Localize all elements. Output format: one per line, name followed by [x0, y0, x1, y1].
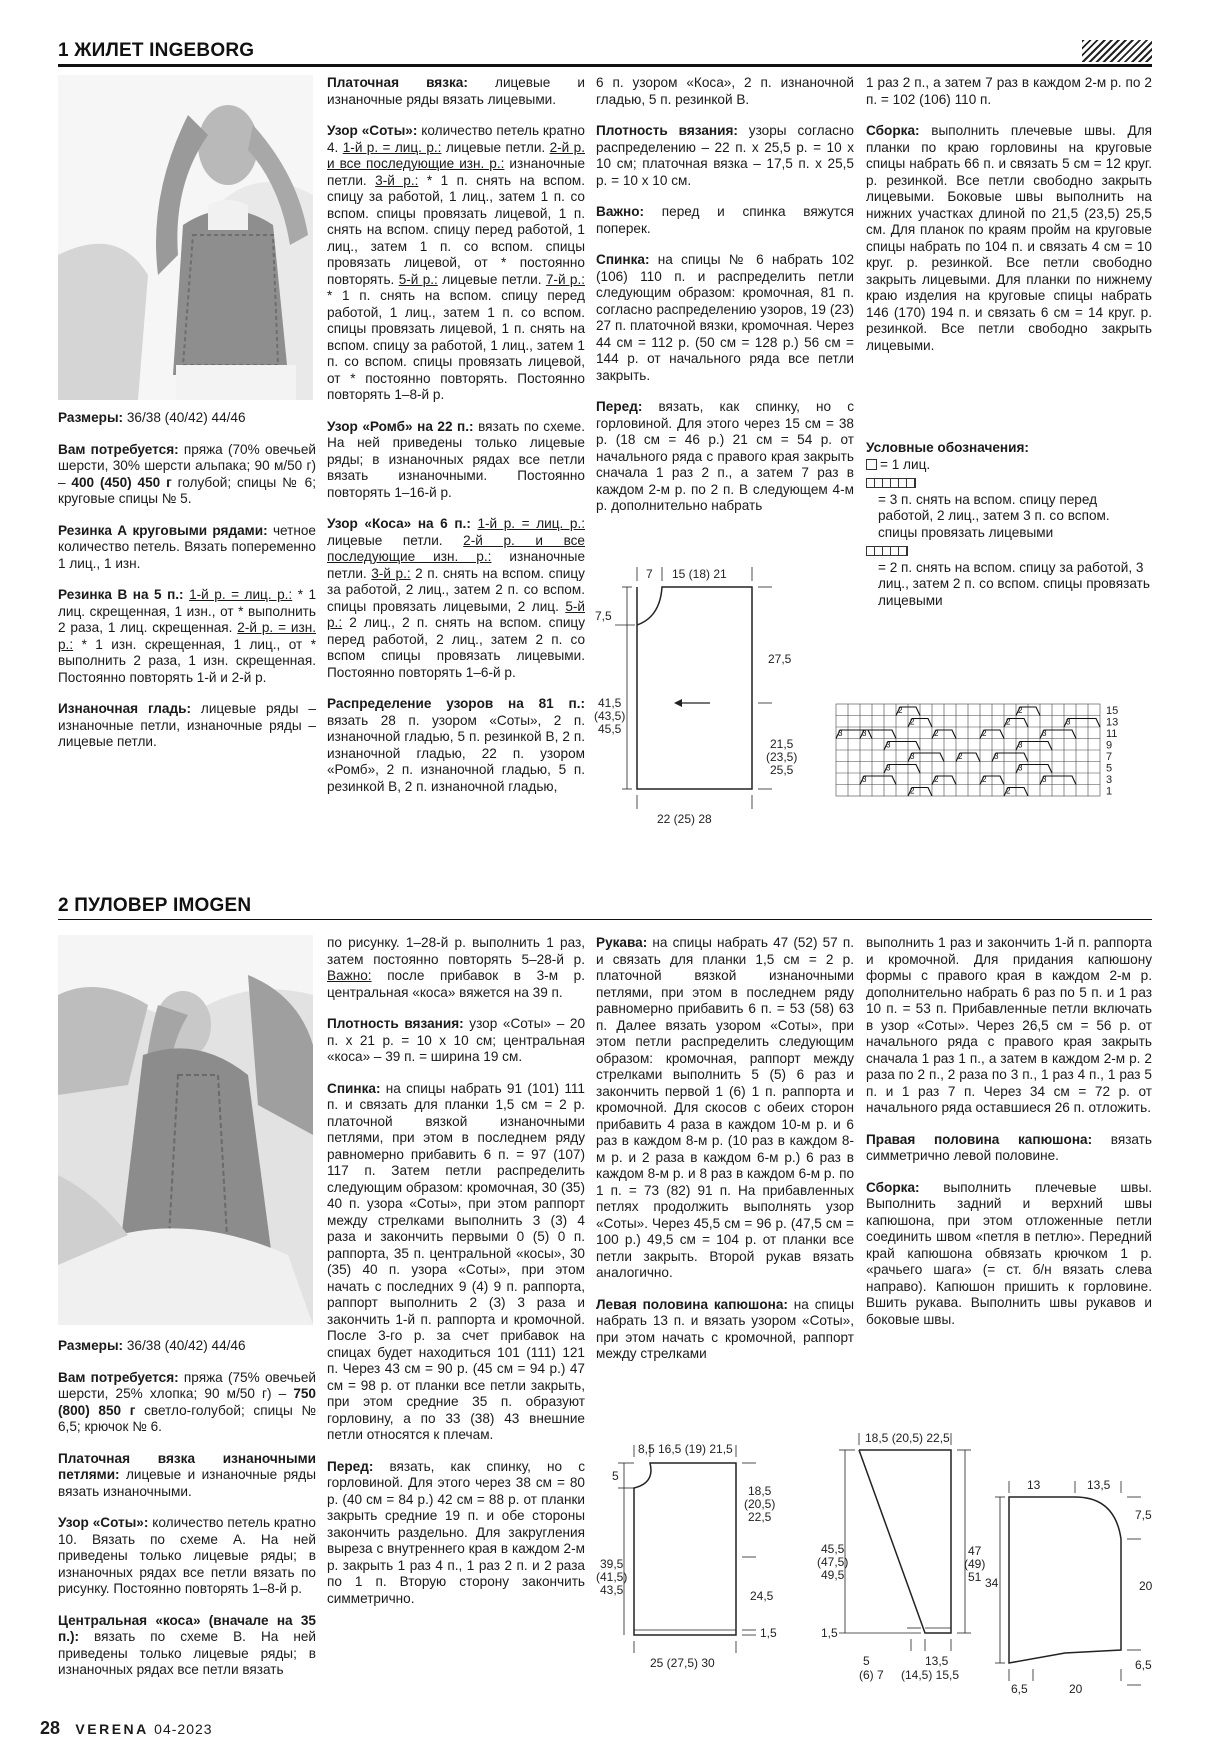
cable-width-label: 3 [910, 752, 915, 761]
page-number: 28 [40, 1718, 61, 1738]
braid-row5: 5-й р.: [327, 598, 585, 630]
cable-width-label: 2 [910, 786, 915, 796]
dim-bottom-d: (14,5) 15,5 [901, 1668, 960, 1682]
braid-text-d: 2 лиц., 2 п. снять на вспом. спицу перед работой, 2 лиц., затем 2 п. со вспом спицы провязать лицевыми. Постоянно повторять 1–6-й р. [327, 615, 585, 680]
dim-height-a: 41,5 [598, 696, 622, 710]
dim-height-c: 43,5 [600, 1583, 624, 1597]
dim-top-right: 15 (18) 21 [672, 567, 727, 581]
legend-item-knit [866, 457, 1152, 474]
sizes-label: Размеры: [58, 410, 124, 425]
dim-bottom: 25 (27,5) 30 [650, 1656, 715, 1670]
s1-column-4 [866, 75, 1152, 369]
legend-cable-back-text: = 2 п. снять на вспом. спицу за работой, 3 лиц., затем 2 п. со вспом. спицы провязать лицевыми [878, 559, 1150, 608]
important-text: перед и спинка вяжутся поперек. [596, 204, 854, 236]
materials-amount: 400 (450) 450 г [71, 474, 172, 490]
left-hood-label: Левая половина капюшона: [596, 1296, 788, 1312]
gauge-label: Плотность вязания: [596, 123, 738, 138]
braid-text-b: изнаночные петли. [327, 549, 586, 581]
section1-title: 1 ЖИЛЕТ INGEBORG [58, 40, 255, 61]
page-footer [40, 1718, 213, 1739]
legend [866, 440, 1152, 609]
chart-row-label: 9 [1106, 739, 1113, 752]
cable-width-label: 3 [1066, 717, 1071, 727]
cable-width-label: 3 [1042, 729, 1047, 738]
sizes-label: Размеры: [58, 1338, 124, 1353]
dim-bottom-a: 6,5 [1011, 1682, 1028, 1696]
assembly-label: Сборка: [866, 123, 920, 138]
rib-a-text: четное количество петель. Вязать попеременно 1 лиц., 1 изн. [58, 522, 316, 571]
dim-top-a: 8,5 [638, 1442, 655, 1456]
dim-top-left: 7 [646, 567, 653, 581]
legend-item-cable-back [866, 543, 1152, 609]
body-schematic [596, 1435, 800, 1710]
cable-width-label: 3 [838, 729, 843, 738]
materials-text-end: светло-голубой; спицы № 6,5; крючок № 6. [58, 1402, 316, 1434]
back-text: на спицы № 6 набрать 102 (106) 110 п. и распределить петли следующим образом: кромочная, 81 п. согласно распределению узоров, 19 (23) 27 п. платочной вязки, кромочная. Через 44 см = 112 р. (50 см = 128 р.) 56 см = 144 р. от начального ряда все петли закрыть. [596, 252, 854, 383]
cable-width-label: 2 [934, 729, 939, 738]
cable-width-label: 2 [1006, 717, 1011, 727]
cable-width-label: 3 [886, 740, 891, 750]
dim-left-c: 49,5 [821, 1568, 845, 1582]
dim-right-b: (49) [964, 1557, 986, 1571]
distribution-text: вязать 28 п. узором «Соты», 2 п. изнаночной гладью, 5 п. резинкой В, 2 п. изнаночной гладью, 22 п. узором «Ромб», 2 п. изнаночной гладью, 5 п. резинкой В, 2 п. изнаночной гладью, [327, 712, 585, 794]
dim-right-a: 47 [968, 1544, 982, 1558]
legend-cable-front-text: = 3 п. снять на вспом. спицу перед работой, 2 лиц., затем 3 п. со вспом. спицы провязать лицевыми [878, 491, 1110, 540]
cable-width-label: 2 [1018, 706, 1023, 715]
left-hood-text: на спицы набрать 13 п. и вязать узором «Соты», при этом начать с кромочной, раппорт между стрелками [596, 1296, 854, 1361]
title-hatch-decoration [1082, 40, 1152, 62]
cable-back-symbol-icon [866, 546, 908, 556]
dim-right-c: 51 [968, 1570, 982, 1584]
legend-knit-text: = 1 лиц. [880, 456, 931, 472]
braid-row3: 3-й р.: [371, 565, 411, 581]
materials-label: Вам потребуется: [58, 441, 179, 457]
rib-b-row2: 2-й р. = изн. р.: [58, 620, 316, 652]
legend-title: Условные обозначения: [866, 440, 1029, 455]
gauge-text: узор «Соты» – 20 п. x 21 р. = 10 x 10 см; центральная «коса» – 39 п. = ширина 19 см. [327, 1016, 585, 1064]
vest-outline [637, 587, 752, 789]
sleeves-label: Рукава: [596, 935, 648, 950]
cable-width-label: 2 [898, 706, 903, 715]
s2-column-2 [327, 935, 585, 1622]
front-text: вязать, как спинку, но с горловиной. Для этого через 15 см = 38 р. (18 см = 46 р.) 21 см = 54 р. от начального ряда с правого края закрыть сначала 1 раз 2 п., а затем 7 раз в каждом 2-м р. по 2 п. В следующем 4-м р. дополнительно набрать [596, 399, 854, 513]
chart-row-label: 11 [1106, 728, 1118, 740]
sizes-value: 36/38 (40/42) 44/46 [123, 1338, 246, 1353]
section2-title: 2 ПУЛОВЕР IMOGEN [58, 895, 252, 916]
assembly-text: выполнить плечевые швы. Выполнить задний и верхний швы капюшона, при этом отложенные петли соединить швом «петля в петлю». Передний край капюшона обвязать крючком 1 р. «рачьего шага» (= ст. б/н вязать слева направо). Капюшон пришить к горловине. Вшить рукава. Выполнить швы рукавов и боковые швы. [866, 1179, 1152, 1327]
dim-right-top: 7,5 [1135, 1508, 1152, 1522]
vest-photo-illustration [58, 75, 313, 400]
cable-width-label: 3 [1018, 763, 1023, 773]
dim-neck: 7,5 [595, 609, 612, 623]
s1-column-2 [327, 75, 585, 810]
rhomb-chart [826, 700, 1152, 800]
sweater-photo [58, 935, 313, 1325]
hood-schematic [985, 1455, 1175, 1710]
front-continued: 1 раз 2 п., а затем 7 раз в каждом 2-м р. по 2 п. = 102 (106) 110 п. [866, 75, 1152, 107]
braid-row2: 2-й р. и все последующие изн. р.: [327, 532, 585, 564]
dim-right-bottom: 6,5 [1135, 1658, 1152, 1672]
vest-photo [58, 75, 313, 400]
rhomb-label: Узор «Ромб» на 22 п.: [327, 418, 474, 434]
assembly-text: выполнить плечевые швы. Для планки по краю горловины на круговые спицы набрать 66 п. и связать 5 см = 12 круг. р. резинкой. Все петли свободно закрыть лицевыми. Боковые швы выполнить на нижних участках длиной по 21,5 (23,5) 25,5 см. Для планок по краям пройм на круговые спицы набрать по 104 п. и связать 4 см = 10 круг. р. резинкой. Все петли свободно закрыть лицевыми. Для планки по нижнему краю изделия на круговые спицы набрать 146 (170) 194 п. и связать 6 см = 14 круг. р. резинкой. Все петли свободно закрыть лицевыми. [866, 123, 1152, 353]
central-braid-text: вязать по схеме В. На ней приведены только лицевые ряды; в изнаночных рядах все петли вязать [58, 1629, 316, 1677]
honeycomb-row1: 1-й р. = лиц. р.: [342, 139, 442, 155]
dim-left-b: (47,5) [817, 1555, 849, 1569]
rib-b-text-1: * 1 лиц. скрещенная, 1 изн., от * выполнить 2 раза, 1 лиц. скрещенная. [58, 587, 317, 635]
honeycomb-text-a: количество петель кратно 4. [327, 123, 585, 155]
braid-label: Узор «Коса» на 6 п.: [327, 516, 471, 531]
sizes-value: 36/38 (40/42) 44/46 [123, 410, 246, 425]
honeycomb-text-e: лицевые петли. [437, 271, 546, 287]
dim-rib: 1,5 [760, 1626, 777, 1640]
magazine-name: VERENA [75, 1721, 149, 1737]
s2-column-3 [596, 935, 854, 1378]
chart-row-labels [1106, 705, 1118, 798]
distribution-label: Распределение узоров на 81 п.: [327, 696, 585, 711]
braid-row1: 1-й р. = лиц. р.: [477, 516, 586, 531]
back-text: на спицы набрать 91 (101) 111 п. и связать для планки 1,5 см = 2 р. платочной вязкой изнаночными петлями, при этом в последнем ряду равномерно прибавить 6 п. = 97 (107) 117 п. Затем петли распределить следующим образом: кромочная, 30 (35) 40 п. узора «Соты», при этом раппорт между стрелками выполнить 3 (3) 4 раза и закончить первыми 0 (5) 0 п. раппорта, 35 п. центральной «косы», 30 (35) 40 п. узора «Соты», при этом начать с последних 9 (4) 9 п. раппорта, раппорт выполнить 2 (3) 3 раза и закончить 1-й п. раппорта и кромочной. После 3-го р. за счет прибавок на спицах будет находиться 101 (111) 121 п. Через 43 см = 90 р. (45 см = 94 р.) 47 см = 98 р. от планки все петли закрыть, при этом средние 35 п. образуют горловину, а по 33 (38) 43 внешние петли относятся к плечам. [327, 1080, 585, 1442]
cable-width-label: 3 [862, 729, 867, 738]
rhomb-text: вязать по схеме. На ней приведены только лицевые ряды; в изнаночных рядах все петли вязать изнаночными. Постоянно повторять 1–16-й р. [327, 418, 585, 500]
dim-height-a: 39,5 [600, 1557, 624, 1571]
dim-top-b: 13,5 [1087, 1478, 1111, 1492]
cable-width-label: 2 [934, 775, 939, 784]
dim-height-c: 45,5 [598, 722, 622, 736]
dim-bottom-c: 13,5 [925, 1654, 949, 1668]
dim-bottom-b: 20 [1069, 1682, 1083, 1696]
cable-width-label: 2 [982, 729, 987, 738]
dim-arm-b: (20,5) [744, 1497, 776, 1511]
cable-front-symbol-icon [866, 478, 916, 488]
body-outline [634, 1463, 736, 1635]
honeycomb-text-c: изнаночные петли. [327, 156, 586, 188]
rib-b-label: Резинка В на 5 п.: [58, 587, 184, 602]
honeycomb-label: Узор «Соты»: [58, 1515, 149, 1530]
dim-left-a: 45,5 [821, 1542, 845, 1556]
important-label: Важно: [596, 204, 645, 219]
dim-height-b: (43,5) [594, 709, 626, 723]
braid-continued-b: после прибавок в 3-м р. центральная «коса» вяжется на 39 п. [327, 968, 585, 1000]
dim-top-a: 13 [1027, 1478, 1041, 1492]
materials-text: пряжа (75% овечьей шерсти, 25% хлопка; 90 м/50 г) – [58, 1369, 316, 1401]
left-hood-continued: выполнить 1 раз и закончить 1-й п. раппорта и кромочной. Для придания капюшону формы с правого края в каждом 2-м р. дополнительно набрать 6 раз по 5 п. и 1 раз 10 п. = 53 п. Прибавленные петли включать в узор «Соты». Через 26,5 см = 56 р. от начального ряда с правого края закрыть сначала 1 раз 1 п., а затем в каждом 2-м р. 2 раза по 2 п., 2 раза по 3 п., 1 раз 4 п., 1 раз 5 п. и 1 раз 7 п. Через 34 см = 72 р. от начального ряда оставшиеся 26 п. отложить. [866, 935, 1152, 1115]
dim-bottom: 22 (25) 28 [657, 812, 712, 826]
cable-width-label: 2 [958, 752, 963, 761]
dim-side-c: 25,5 [770, 763, 794, 777]
honeycomb-label: Узор «Соты»: [327, 123, 418, 138]
materials-text-end: голубой; спицы № 6; круговые спицы № 5. [58, 474, 316, 506]
braid-text-c: 2 п. снять на вспом. спицу за работой, 2 лиц., затем 2 п. со вспом. спицы провязать лицевыми, 2 лиц. [327, 565, 585, 614]
dim-side-b: (23,5) [766, 750, 798, 764]
central-braid-label: Центральная «коса» (вначале на 35 п.): [58, 1612, 316, 1644]
stockinette-label: Изнаночная гладь: [58, 701, 191, 716]
reverse-garter-label: Платочная вязка изнаночными петлями: [58, 1450, 316, 1482]
cable-width-label: 2 [910, 717, 915, 727]
front-label: Перед: [596, 399, 643, 414]
dim-top-b: 16,5 (19) 21,5 [658, 1442, 733, 1456]
sweater-photo-illustration [58, 935, 313, 1325]
honeycomb-text-d: * 1 п. снять на вспом. спицу за работой, 1 лиц., затем 1 п. со вспом. спицы провязать лицевой, 1 п. снять на вспом. спицу перед работой, 1 лиц., затем 1 п. со вспом. спицы провязать лицевой, от * постоянно повторять. [327, 172, 586, 287]
braid-continued-a: по рисунку. 1–28-й р. выполнить 1 раз, затем постоянно повторять 5–28-й р. [327, 935, 585, 967]
honeycomb-row3: 3-й р.: [375, 172, 419, 188]
s1-column-3 [596, 75, 854, 530]
dim-right-mid: 20 [1139, 1579, 1153, 1593]
rib-b-row1: 1-й р. = лиц. р.: [189, 587, 293, 602]
honeycomb-text: количество петель кратно 10. Вязать по схеме А. На ней приведены только лицевые ряды; в изнаночных рядах все петли вязать по рисунку. Постоянно повторять 1–8-й р. [58, 1515, 316, 1596]
s2-column-4 [866, 935, 1152, 1343]
cable-width-label: 3 [886, 763, 891, 773]
dim-bottom-a: 5 [863, 1654, 870, 1668]
legend-item-cable-front [866, 475, 1152, 541]
dim-upper: 27,5 [768, 652, 792, 666]
cable-width-label: 3 [1042, 775, 1047, 784]
back-label: Спинка: [327, 1080, 381, 1096]
dim-left: 34 [985, 1576, 999, 1590]
section2-rule [58, 919, 1152, 920]
chart-row-label: 7 [1106, 751, 1113, 763]
chart-grid [836, 704, 1100, 796]
materials-amount: 750 (800) 850 г [58, 1386, 316, 1418]
cable-width-label: 3 [862, 775, 867, 784]
chart-row-label: 3 [1106, 774, 1113, 786]
assembly-label: Сборка: [866, 1179, 920, 1195]
front-label: Перед: [327, 1458, 374, 1474]
right-hood-text: вязать симметрично левой половине. [866, 1131, 1152, 1163]
cable-width-label: 3 [1018, 740, 1023, 750]
dim-height-b: (41,5) [596, 1570, 628, 1584]
materials-text: пряжа (70% овечьей шерсти, 30% шерсти альпака; 90 м/50 г) – [58, 441, 316, 490]
issue-number: 04-2023 [154, 1721, 213, 1737]
reverse-garter-text: лицевые и изнаночные ряды вязать изнаночными. [58, 1467, 316, 1499]
dim-rib: 1,5 [821, 1626, 838, 1640]
gauge-text: узоры согласно распределению – 22 п. x 25,5 р. = 10 x 10 см; платочная вязка – 17,5 п. x 25,5 р. = 10 x 10 см. [596, 123, 854, 188]
dim-side: 24,5 [750, 1589, 774, 1603]
s1-column-1 [58, 410, 316, 766]
front-text: вязать, как спинку, но с горловиной. Для этого через 38 см = 80 р. (40 см = 84 р.) 42 см = 88 р. от планки закрыть средние 19 п. и обе стороны закончить раздельно. Для закругления выреза с внутреннего края в каждом 2-м р. закрыть 1 раз 4 п., 1 раз 2 п. и 2 раза по 1 п. Вторую сторону закончить симметрично. [327, 1458, 585, 1606]
dim-bottom-b: (6) 7 [859, 1668, 884, 1682]
garter-text: лицевые и изнаночные ряды вязать лицевыми. [327, 75, 585, 107]
cable-width-label: 2 [1006, 786, 1011, 796]
back-label: Спинка: [596, 252, 650, 267]
honeycomb-text-b: лицевые петли. [441, 139, 550, 155]
chart-row-label: 5 [1106, 762, 1113, 775]
rib-b-text-2: * 1 изн. скрещенная, 1 лиц., от * выполнить 2 раза, 1 изн. скрещенная. Постоянно повторять 1-й и 2-й р. [58, 636, 316, 685]
honeycomb-text-f: * 1 п. снять на вспом. спицу перед работой, 1 лиц., затем 1 п. со вспом. спицы провязать лицевой, 1 п. снять на вспом. спицу за работой, 1 лиц., затем 1 п. со вспом. спицы провязать лицевой, от * постоянно повторять. Постоянно повторять 1–8-й р. [327, 288, 585, 402]
braid-text-a: лицевые петли. [327, 532, 464, 548]
chart-row-label: 13 [1106, 716, 1119, 729]
right-hood-label: Правая половина капюшона: [866, 1131, 1093, 1147]
direction-arrow [674, 699, 682, 707]
dim-neck: 5 [612, 1469, 619, 1483]
sleeve-schematic [815, 1425, 985, 1710]
sleeves-text: на спицы набрать 47 (52) 57 п. и связать для планки 1,5 см = 2 р. платочной вязкой изнаночными петлями, при этом в последнем ряду равномерно прибавить 6 п. = 53 (58) 63 п. Далее вязать узором «Соты», при этом петли распределить следующим образом: кромочная, раппорт между стрелками выполнить 5 (5) 6 раз и закончить первой 1 (6) 1 п. раппорта и кромочной. Для скосов с обеих сторон прибавить 4 раза в каждом 10-м р. и 6 раз в каждом 8-м р. (10 раз в каждом 8-м р. и 2 раза в каждом 6-м р.) 6 раз в каждом 8-м р. и 8 раз в каждом 6-м р. по 1 п. = 73 (82) 91 п. На прибавленных петлях продолжить выполнять узор «Соты». Через 45,5 см = 96 р. (47,5 см = 100 р.) 49,5 см = 104 р. от планки все петли закрыть. Второй рукав вязать аналогично. [596, 935, 854, 1280]
materials-label: Вам потребуется: [58, 1369, 179, 1385]
vest-schematic [590, 565, 820, 845]
section1-rule [58, 64, 1152, 67]
knit-symbol-icon [866, 459, 877, 470]
distribution-continued: 6 п. узором «Коса», 2 п. изнаночной гладью, 5 п. резинкой В. [596, 75, 854, 107]
dim-arm-a: 18,5 [748, 1484, 772, 1498]
cable-width-label: 3 [994, 752, 999, 761]
s2-column-1 [58, 1338, 316, 1694]
gauge-label: Плотность вязания: [327, 1016, 464, 1031]
honeycomb-row7: 7-й р.: [545, 271, 586, 287]
rib-a-label: Резинка А круговыми рядами: [58, 522, 268, 538]
honeycomb-row2: 2-й р. и все последующие изн. р.: [327, 139, 585, 171]
chart-row-label: 15 [1106, 705, 1119, 717]
cable-width-label: 2 [982, 775, 987, 784]
dim-side-a: 21,5 [770, 737, 794, 751]
chart-row-label: 1 [1106, 785, 1113, 798]
dim-arm-c: 22,5 [748, 1510, 772, 1524]
dim-top: 18,5 (20,5) 22,5 [865, 1431, 950, 1445]
hood-outline [1009, 1497, 1121, 1663]
braid-important: Важно: [327, 968, 372, 983]
stockinette-text: лицевые ряды – изнаночные петли, изнаночные ряды – лицевые петли. [58, 701, 316, 749]
garter-label: Платочная вязка: [327, 75, 468, 90]
sleeve-outline [859, 1450, 951, 1633]
honeycomb-row5: 5-й р.: [398, 271, 438, 287]
